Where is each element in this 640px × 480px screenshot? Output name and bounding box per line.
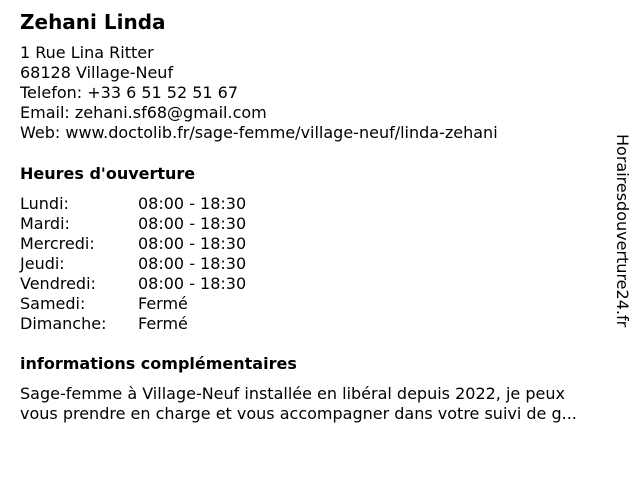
opening-hours-table	[20, 194, 320, 334]
hours-row-dimanche	[20, 314, 320, 334]
hours-row-lundi	[20, 194, 320, 214]
opening-hours-heading: Heures d'ouverture	[20, 164, 196, 183]
hours-row-mardi	[20, 214, 320, 234]
email-address: Email: zehani.sf68@gmail.com	[20, 103, 267, 122]
website-url: Web: www.doctolib.fr/sage-femme/village-neuf/linda-zehani	[20, 123, 498, 142]
day-label: Dimanche:	[20, 314, 107, 333]
phone-number: Telefon: +33 6 51 52 51 67	[20, 83, 239, 102]
practitioner-name: Zehani Linda	[20, 10, 166, 34]
day-label: Mardi:	[20, 214, 70, 233]
day-label: Vendredi:	[20, 274, 96, 293]
additional-info-heading: informations complémentaires	[20, 354, 297, 373]
site-watermark-label: Horairesdouverture24.fr	[613, 134, 632, 328]
day-hours: 08:00 - 18:30	[138, 234, 247, 253]
additional-info-text	[20, 384, 628, 424]
day-label: Lundi:	[20, 194, 69, 213]
contact-details	[20, 43, 498, 143]
address-city: 68128 Village-Neuf	[20, 63, 174, 82]
description-line: Sage-femme à Village-Neuf installée en libéral depuis 2022, je peux	[20, 384, 565, 403]
day-hours: Fermé	[138, 314, 188, 333]
description-line: vous prendre en charge et vous accompagner dans votre suivi de g...	[20, 404, 577, 423]
day-label: Mercredi:	[20, 234, 95, 253]
day-hours: 08:00 - 18:30	[138, 254, 247, 273]
hours-row-mercredi	[20, 234, 320, 254]
day-hours: 08:00 - 18:30	[138, 194, 247, 213]
hours-row-jeudi	[20, 254, 320, 274]
hours-row-samedi	[20, 294, 320, 314]
day-hours: 08:00 - 18:30	[138, 274, 247, 293]
day-label: Samedi:	[20, 294, 86, 313]
day-hours: Fermé	[138, 294, 188, 313]
day-hours: 08:00 - 18:30	[138, 214, 247, 233]
day-label: Jeudi:	[20, 254, 65, 273]
address-street: 1 Rue Lina Ritter	[20, 43, 154, 62]
hours-row-vendredi	[20, 274, 320, 294]
